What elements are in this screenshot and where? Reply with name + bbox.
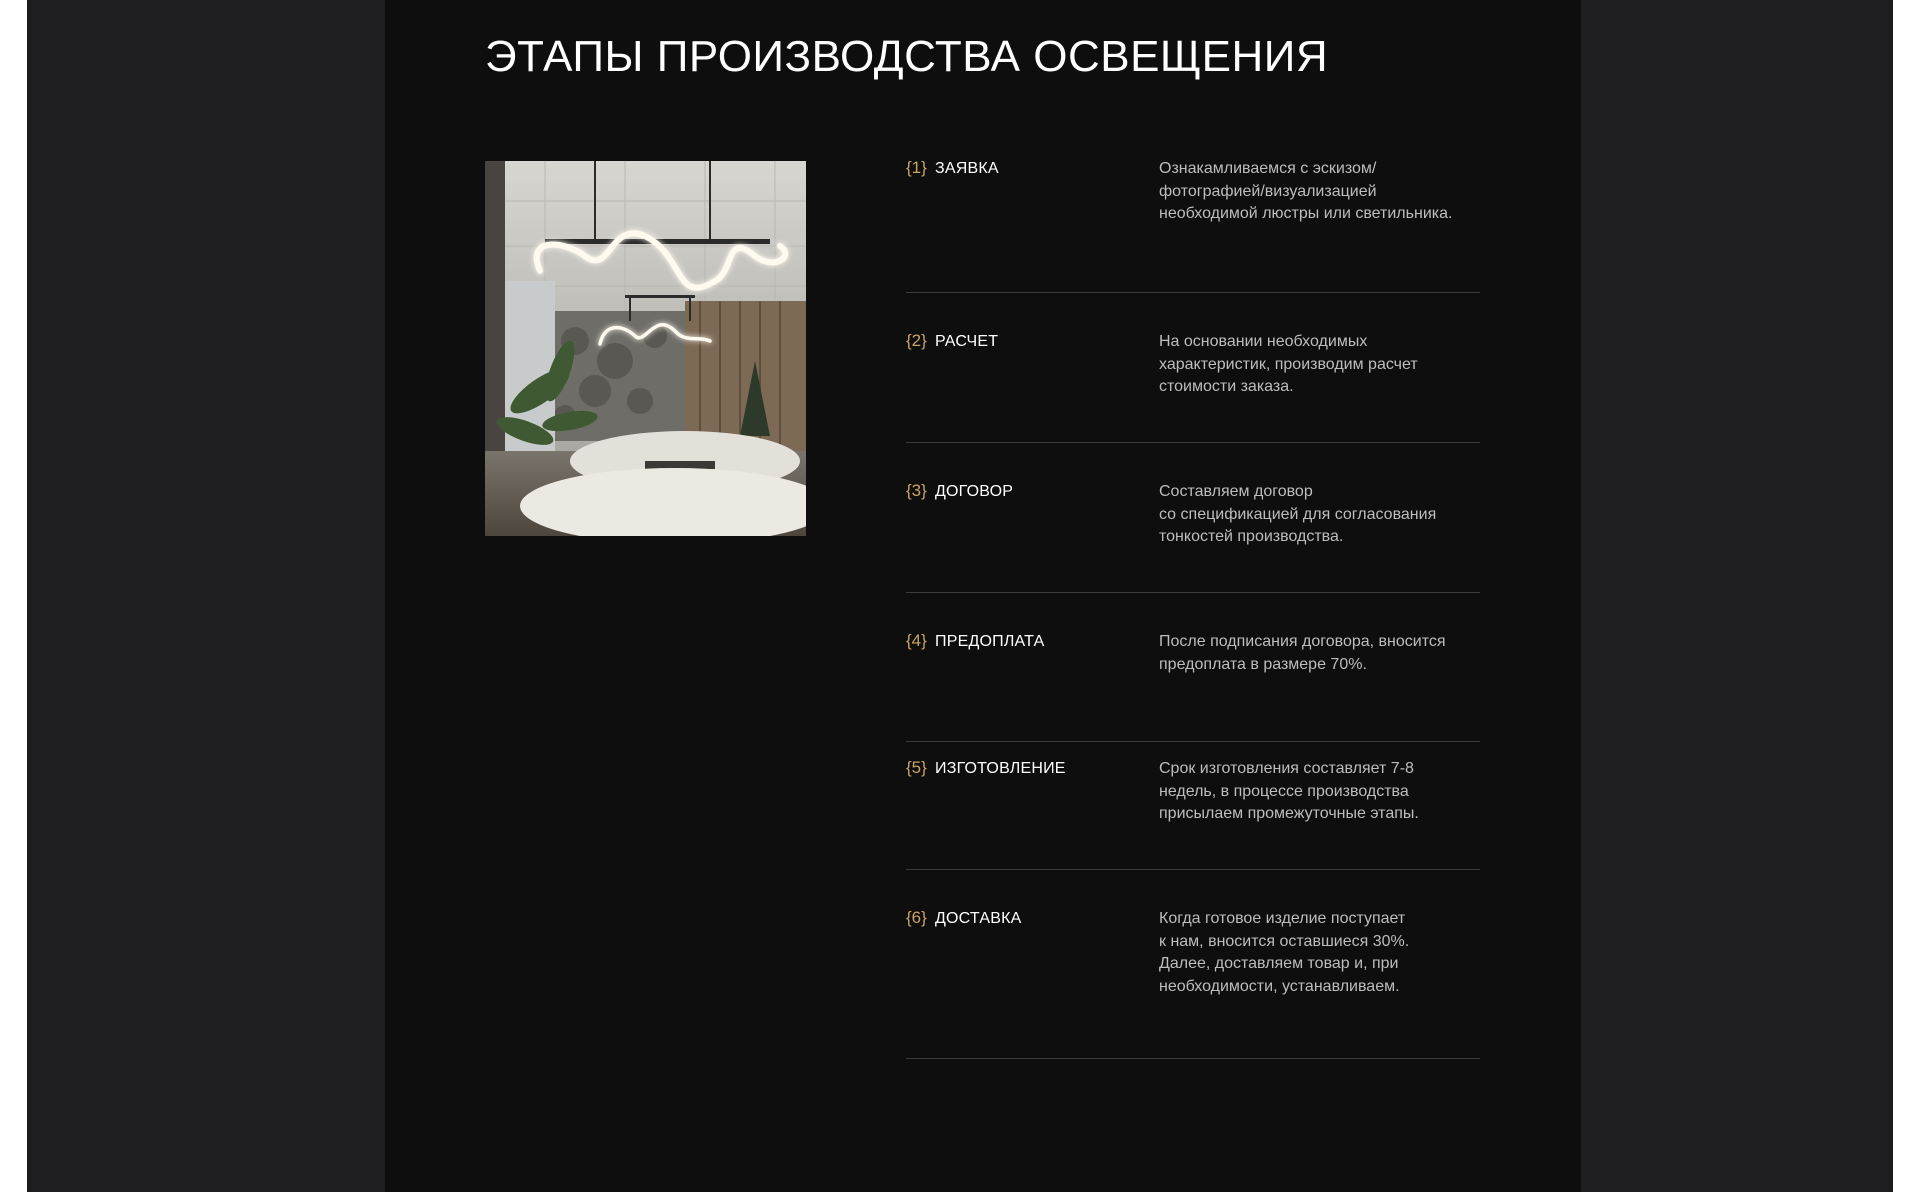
step-item <box>906 150 1480 293</box>
step-item <box>906 900 1480 1059</box>
step-description: Срок изготовления составляет 7-8 недель, в процессе производства присылаем промежуточные этапы. <box>1159 760 1419 823</box>
step-title: ЗАЯВКА <box>935 160 999 177</box>
step-title: РАСЧЕТ <box>935 333 999 350</box>
step-description: После подписания договора, вносится предоплата в размере 70%. <box>1159 633 1446 673</box>
step-item <box>906 323 1480 443</box>
step-title: ИЗГОТОВЛЕНИЕ <box>935 760 1066 777</box>
step-number: {4} <box>906 631 927 650</box>
chandelier-photo <box>485 161 806 536</box>
page-frame <box>27 0 1893 1192</box>
step-item <box>906 473 1480 593</box>
step-number: {5} <box>906 758 927 777</box>
page-title: ЭТАПЫ ПРОИЗВОДСТВА ОСВЕЩЕНИЯ <box>485 32 1329 81</box>
step-description: На основании необходимых характеристик, производим расчет стоимости заказа. <box>1159 333 1418 396</box>
step-number: {1} <box>906 158 927 177</box>
step-number: {6} <box>906 908 927 927</box>
step-description: Ознакамливаемся с эскизом/ фотографией/визуализацией необходимой люстры или светильника. <box>1159 160 1453 223</box>
step-number: {2} <box>906 331 927 350</box>
step-title: ДОСТАВКА <box>935 910 1022 927</box>
step-item <box>906 750 1480 870</box>
step-description: Когда готовое изделие поступает к нам, вносится оставшиеся 30%. Далее, доставляем товар и, при необходимости, устанавливаем. <box>1159 910 1410 995</box>
step-title: ПРЕДОПЛАТА <box>935 633 1045 650</box>
step-description: Составляем договор со спецификацией для согласования тонкостей производства. <box>1159 483 1437 546</box>
step-number: {3} <box>906 481 927 500</box>
content-section <box>385 0 1581 1192</box>
step-item <box>906 623 1480 742</box>
step-title: ДОГОВОР <box>935 483 1014 500</box>
